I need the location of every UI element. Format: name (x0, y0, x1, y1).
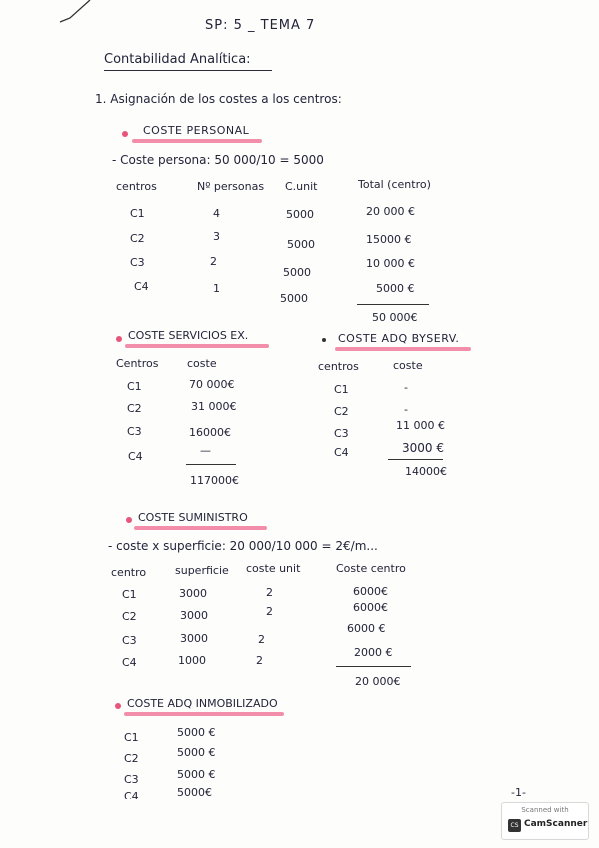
table-cell: — (200, 444, 211, 457)
table-cell: 3000 € (402, 441, 444, 455)
table-cell: C4 (128, 450, 143, 463)
table-cell: 5000 € (177, 726, 216, 739)
suministro-heading-highlight (134, 526, 267, 530)
table-cell: 5000 (286, 208, 314, 221)
suministro-total: 20 000€ (355, 675, 401, 688)
personal-col-header: Total (centro) (358, 178, 431, 191)
table-cell: 6000 € (347, 622, 386, 635)
servicios-col-header: coste (187, 357, 217, 370)
table-cell: C4 (124, 790, 139, 799)
table-cell: 2000 € (354, 646, 393, 659)
table-cell: 6000€ (353, 601, 388, 614)
table-cell: C2 (127, 402, 142, 415)
table-cell: 16000€ (189, 426, 231, 439)
table-cell: 5000 € (177, 746, 216, 759)
servicios-col-header: Centros (116, 357, 159, 370)
table-cell: C1 (124, 731, 139, 744)
section-bullet (116, 336, 122, 342)
watermark-brand: CamScanner (524, 819, 588, 829)
adq-heading: COSTE ADQ BYSERV. (338, 332, 460, 345)
personal-heading-highlight (132, 139, 262, 143)
table-cell: C1 (122, 588, 137, 601)
table-cell: C3 (127, 425, 142, 438)
suministro-col-header: centro (111, 566, 147, 579)
section-bullet (126, 517, 132, 523)
table-cell: C2 (122, 610, 137, 623)
table-cell: C3 (124, 773, 139, 786)
table-cell: C2 (130, 232, 145, 245)
total-separator (388, 459, 443, 460)
table-cell: C1 (334, 383, 349, 396)
camscanner-logo-icon: CS (508, 819, 521, 832)
suministro-col-header: coste unit (246, 562, 301, 575)
adq-heading-highlight (335, 347, 471, 351)
page-number: -1- (511, 786, 526, 799)
inmovilizado-heading: COSTE ADQ INMOBILIZADO (127, 697, 278, 710)
section-heading: 1. Asignación de los costes a los centros: (95, 92, 342, 106)
table-cell: 5000 € (177, 768, 216, 781)
table-cell: - (404, 403, 408, 416)
table-cell: C3 (122, 634, 137, 647)
servicios-heading: COSTE SERVICIOS EX. (128, 329, 249, 342)
personal-total: 50 000€ (372, 311, 418, 324)
table-cell: C3 (334, 427, 349, 440)
page-header-title: SP: 5 _ TEMA 7 (205, 18, 316, 33)
table-cell: C1 (130, 207, 145, 220)
table-cell: 5000€ (177, 786, 212, 797)
servicios-total: 117000€ (190, 474, 239, 487)
table-cell: 20 000 € (366, 205, 415, 218)
total-separator (336, 666, 411, 667)
corner-check-mark (56, 0, 96, 30)
adq-col-header: centros (318, 360, 359, 373)
personal-formula: - Coste persona: 50 000/10 = 5000 (112, 153, 324, 167)
personal-col-header: C.unit (285, 180, 318, 193)
personal-col-header: Nº personas (197, 180, 265, 193)
watermark-caption: Scanned with (521, 806, 569, 814)
main-title: Contabilidad Analítica: (104, 52, 251, 67)
table-cell: 2 (266, 605, 273, 618)
suministro-formula: - coste x superficie: 20 000/10 000 = 2€/m... (108, 539, 378, 553)
table-cell: C4 (334, 446, 349, 459)
table-cell: 3 (213, 230, 220, 243)
table-cell: 11 000 € (396, 419, 445, 432)
section-bullet (115, 703, 121, 709)
personal-heading: COSTE PERSONAL (143, 124, 250, 137)
table-cell: C3 (130, 256, 145, 269)
personal-col-header: centros (116, 180, 157, 193)
table-cell: 5000 (287, 238, 315, 251)
table-cell: 3000 (180, 632, 208, 645)
total-separator (357, 304, 429, 305)
table-cell: 4 (213, 207, 220, 220)
total-separator (186, 464, 236, 465)
table-cell: 3000 (180, 609, 208, 622)
table-cell: 3000 (179, 587, 207, 600)
table-cell: 5000 € (376, 282, 415, 295)
servicios-heading-highlight (125, 344, 269, 348)
camscanner-watermark (501, 802, 589, 840)
table-cell: C2 (124, 752, 139, 765)
table-cell: C4 (134, 280, 149, 293)
suministro-col-header: Coste centro (336, 562, 406, 575)
table-cell: 5000 (280, 292, 308, 305)
table-cell: - (404, 381, 408, 394)
table-cell: 31 000€ (191, 400, 237, 413)
table-cell: 2 (266, 586, 273, 599)
table-cell: 6000€ (353, 585, 388, 598)
section-bullet (322, 338, 326, 342)
inmovilizado-heading-highlight (124, 712, 284, 716)
adq-total: 14000€ (405, 465, 447, 478)
table-cell: C4 (122, 656, 137, 669)
table-cell: 1 (213, 282, 220, 295)
table-cell: 2 (258, 633, 265, 646)
table-cell: 1000 (178, 654, 206, 667)
main-title-underline (104, 70, 272, 71)
suministro-col-header: superficie (175, 564, 229, 577)
table-cell: C2 (334, 405, 349, 418)
table-cell: C1 (127, 380, 142, 393)
table-cell: 10 000 € (366, 257, 415, 270)
suministro-heading: COSTE SUMINISTRO (138, 511, 248, 524)
adq-col-header: coste (393, 359, 423, 372)
table-cell: 5000 (283, 266, 311, 279)
table-cell: 2 (256, 654, 263, 667)
section-bullet (122, 131, 128, 137)
table-cell: 70 000€ (189, 378, 235, 391)
table-cell: 15000 € (366, 233, 412, 246)
table-cell: 2 (210, 255, 217, 268)
